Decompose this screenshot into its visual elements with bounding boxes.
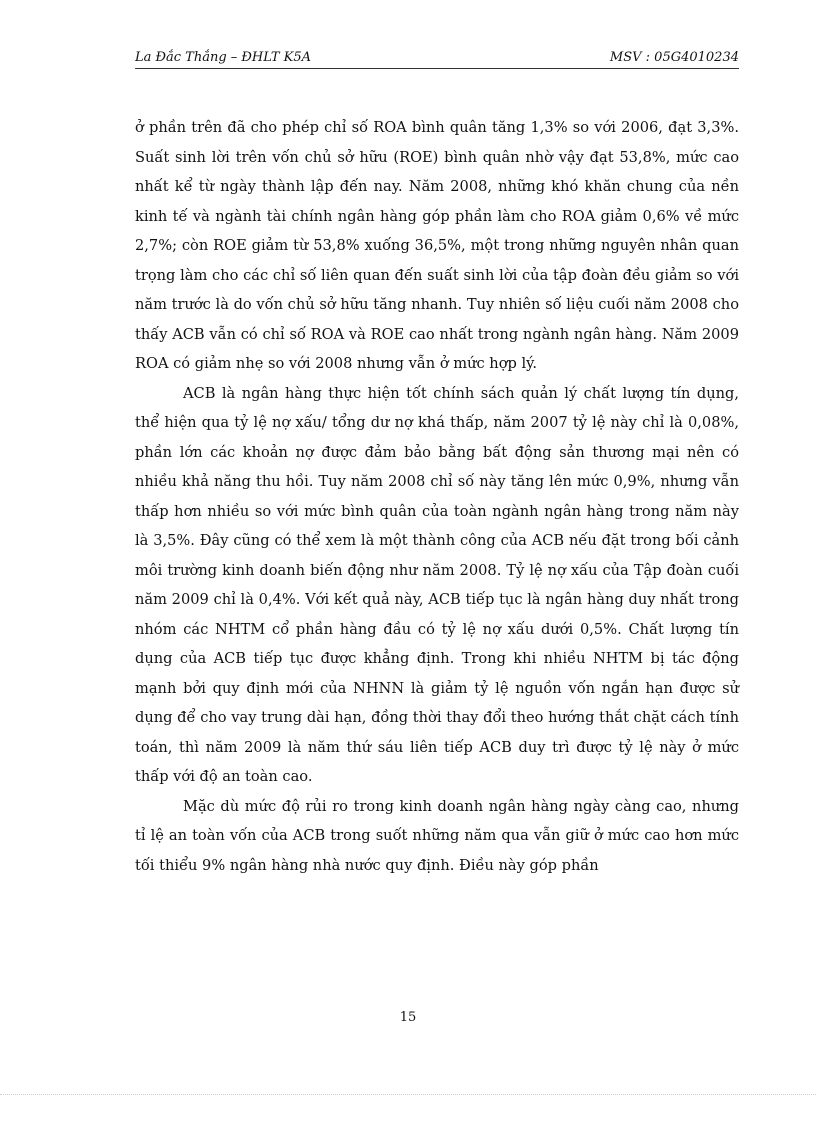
page-number: 15 (399, 1010, 417, 1025)
paragraph-roa-roe: ở phần trên đã cho phép chỉ số ROA bình quân tăng 1,3% so với 2006, đạt 3,3%. Suất sinh lời trên vốn chủ sở hữu (ROE) bình quân nhờ vậy đạt 53,8%, mức cao nhất kể từ ngày thành lập đến nay. Năm 2008, những khó khăn chung của nền kinh tế và ngành tài chính ngân hàng góp phần làm cho ROA giảm 0,6% về mức 2,7%; còn ROE giảm từ 53,8% xuống 36,5%, một trong những nguyên nhân quan trọng làm cho các chỉ số liên quan đến suất sinh lời của tập đoàn đều giảm so với năm trước là do vốn chủ sở hữu tăng nhanh. Tuy nhiên số liệu cuối năm 2008 cho thấy ACB vẫn có chỉ số ROA và ROE cao nhất trong ngành ngân hàng. Năm 2009 ROA có giảm nhẹ so với 2008 nhưng vẫn ở mức hợp lý. (135, 119, 739, 372)
paragraph-credit-quality: ACB là ngân hàng thực hiện tốt chính sách quản lý chất lượng tín dụng, thể hiện qua tỷ lệ nợ xấu/ tổng dư nợ khá thấp, năm 2007 tỷ lệ này chỉ là 0,08%, phần lớn các khoản nợ được đảm bảo bằng bất động sản thương mại nên có nhiều khả năng thu hồi. Tuy năm 2008 chỉ số này tăng lên mức 0,9%, nhưng vẫn thấp hơn nhiều so với mức bình quân của toàn ngành ngân hàng trong năm này là 3,5%. Đây cũng có thể xem là một thành công của ACB nếu đặt trong bối cảnh môi trường kinh doanh biến động như năm 2008. Tỷ lệ nợ xấu của Tập đoàn cuối năm 2009 chỉ là 0,4%. Với kết quả này, ACB tiếp tục là ngân hàng duy nhất trong nhóm các NHTM cổ phần hàng đầu có tỷ lệ nợ xấu dưới 0,5%. Chất lượng tín dụng của ACB tiếp tục được khẳng định. Trong khi nhiều NHTM bị tác động mạnh bởi quy định mới của NHNN là giảm tỷ lệ nguồn vốn ngắn hạn được sử dụng để cho vay trung dài hạn, đồng thời thay đổi theo hướng thắt chặt cách tính toán, thì năm 2009 là năm thứ sáu liên tiếp ACB duy trì được tỷ lệ này ở mức thấp với độ an toàn cao. (135, 384, 739, 785)
body-text (135, 113, 739, 880)
page-bottom-divider (0, 1094, 816, 1095)
header-student-id: MSV : 05G4010234 (609, 50, 739, 65)
paragraph-capital-safety: Mặc dù mức độ rủi ro trong kinh doanh ngân hàng ngày càng cao, nhưng tỉ lệ an toàn vốn của ACB trong suốt những năm qua vẫn giữ ở mức cao hơn mức tối thiểu 9% ngân hàng nhà nước quy định. Điều này góp phần (135, 797, 739, 874)
page-header (135, 46, 739, 69)
header-author: La Đắc Thắng – ĐHLT K5A (135, 50, 312, 65)
